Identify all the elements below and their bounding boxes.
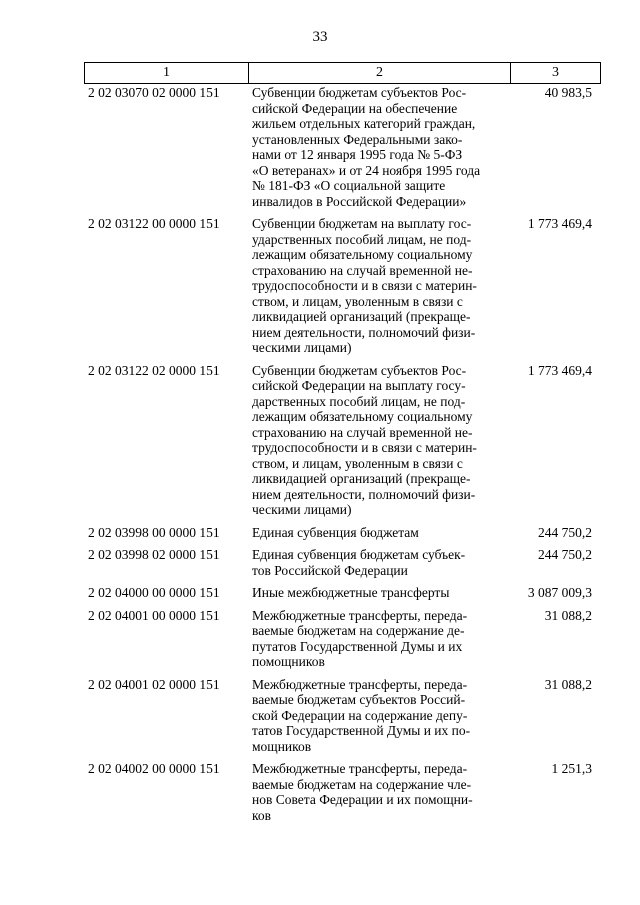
column-header-1: 1 (85, 63, 249, 84)
budget-code: 2 02 03998 00 0000 151 (88, 524, 220, 540)
budget-description: Единая субвенция бюджетам субъек- тов Российской Федерации (252, 547, 466, 578)
budget-amount: 40 983,5 (544, 85, 592, 100)
table-row (84, 85, 600, 209)
budget-amount: 3 087 009,3 (527, 585, 592, 600)
budget-code: 2 02 03070 02 0000 151 (88, 85, 220, 100)
budget-description: Межбюджетные трансферты, переда- ваемые бюджетам на содержание де- путатов Государственной Думы и их помощников (252, 607, 468, 669)
budget-code: 2 02 04002 00 0000 151 (88, 761, 220, 776)
budget-amount: 1 773 469,4 (527, 362, 592, 378)
budget-amount: 31 088,2 (544, 676, 592, 692)
budget-amount: 244 750,2 (538, 547, 592, 562)
budget-description: Межбюджетные трансферты, переда- ваемые бюджетам на содержание чле- нов Совета Федерации и их помощни- ков (252, 761, 473, 823)
table-row (84, 677, 600, 755)
budget-code: 2 02 04000 00 0000 151 (88, 585, 220, 600)
table-row (84, 525, 600, 541)
table-row (84, 585, 600, 601)
budget-amount: 1 773 469,4 (527, 216, 592, 231)
column-header-2: 2 (249, 63, 511, 84)
budget-code: 2 02 03122 00 0000 151 (88, 216, 220, 231)
column-header-3: 3 (511, 63, 601, 84)
table-row (84, 216, 600, 356)
budget-description: Субвенции бюджетам на выплату гос- ударственных пособий лицам, не под- лежащим обязательному социальному страхованию на случай временной не- трудоспособности и в связи с материн- ством, и лицам, уволенным в связи с ликвидацией организаций (прекраще- нием деятельности, полномочий физи- ческими лицами) (252, 216, 477, 355)
budget-amount: 1 251,3 (551, 761, 592, 776)
budget-description: Субвенции бюджетам субъектов Рос- сийской Федерации на обеспечение жильем отдельных категорий граждан, установленных Федеральными зако- нами от 12 января 1995 года № 5-ФЗ «О ветеранах» и от 24 ноября 1995 года № 181-ФЗ «О социальной защите инвалидов в Российской Федерации» (252, 85, 481, 209)
budget-description: Субвенции бюджетам субъектов Рос- сийской Федерации на выплату госу- дарственных пособий лицам, не под- лежащим обязательному социальному страхованию на случай временной не- трудоспособности и в связи с материн- ством, и лицам, уволенным в связи с ликвидацией организаций (прекраще- нием деятельности, полномочий физи- ческими лицами) (252, 362, 477, 517)
budget-amount: 31 088,2 (544, 607, 592, 623)
budget-code: 2 02 03998 02 0000 151 (88, 547, 220, 562)
budget-code: 2 02 03122 02 0000 151 (88, 362, 220, 378)
table-row (84, 363, 600, 518)
column-header-row (85, 63, 601, 84)
page-number: 33 (312, 29, 328, 45)
column-header-table (84, 62, 601, 84)
budget-description: Межбюджетные трансферты, переда- ваемые бюджетам субъектов Россий- ской Федерации на содержание депу- татов Государственной Думы и их по- мощников (252, 676, 471, 754)
budget-code: 2 02 04001 00 0000 151 (88, 607, 220, 623)
table-row (84, 761, 600, 823)
table-row (84, 547, 600, 578)
budget-code: 2 02 04001 02 0000 151 (88, 676, 220, 692)
budget-amount: 244 750,2 (538, 524, 592, 540)
table-row (84, 608, 600, 670)
budget-description: Единая субвенция бюджетам (252, 524, 419, 540)
budget-description: Иные межбюджетные трансферты (252, 585, 450, 600)
budget-rows (84, 85, 600, 830)
